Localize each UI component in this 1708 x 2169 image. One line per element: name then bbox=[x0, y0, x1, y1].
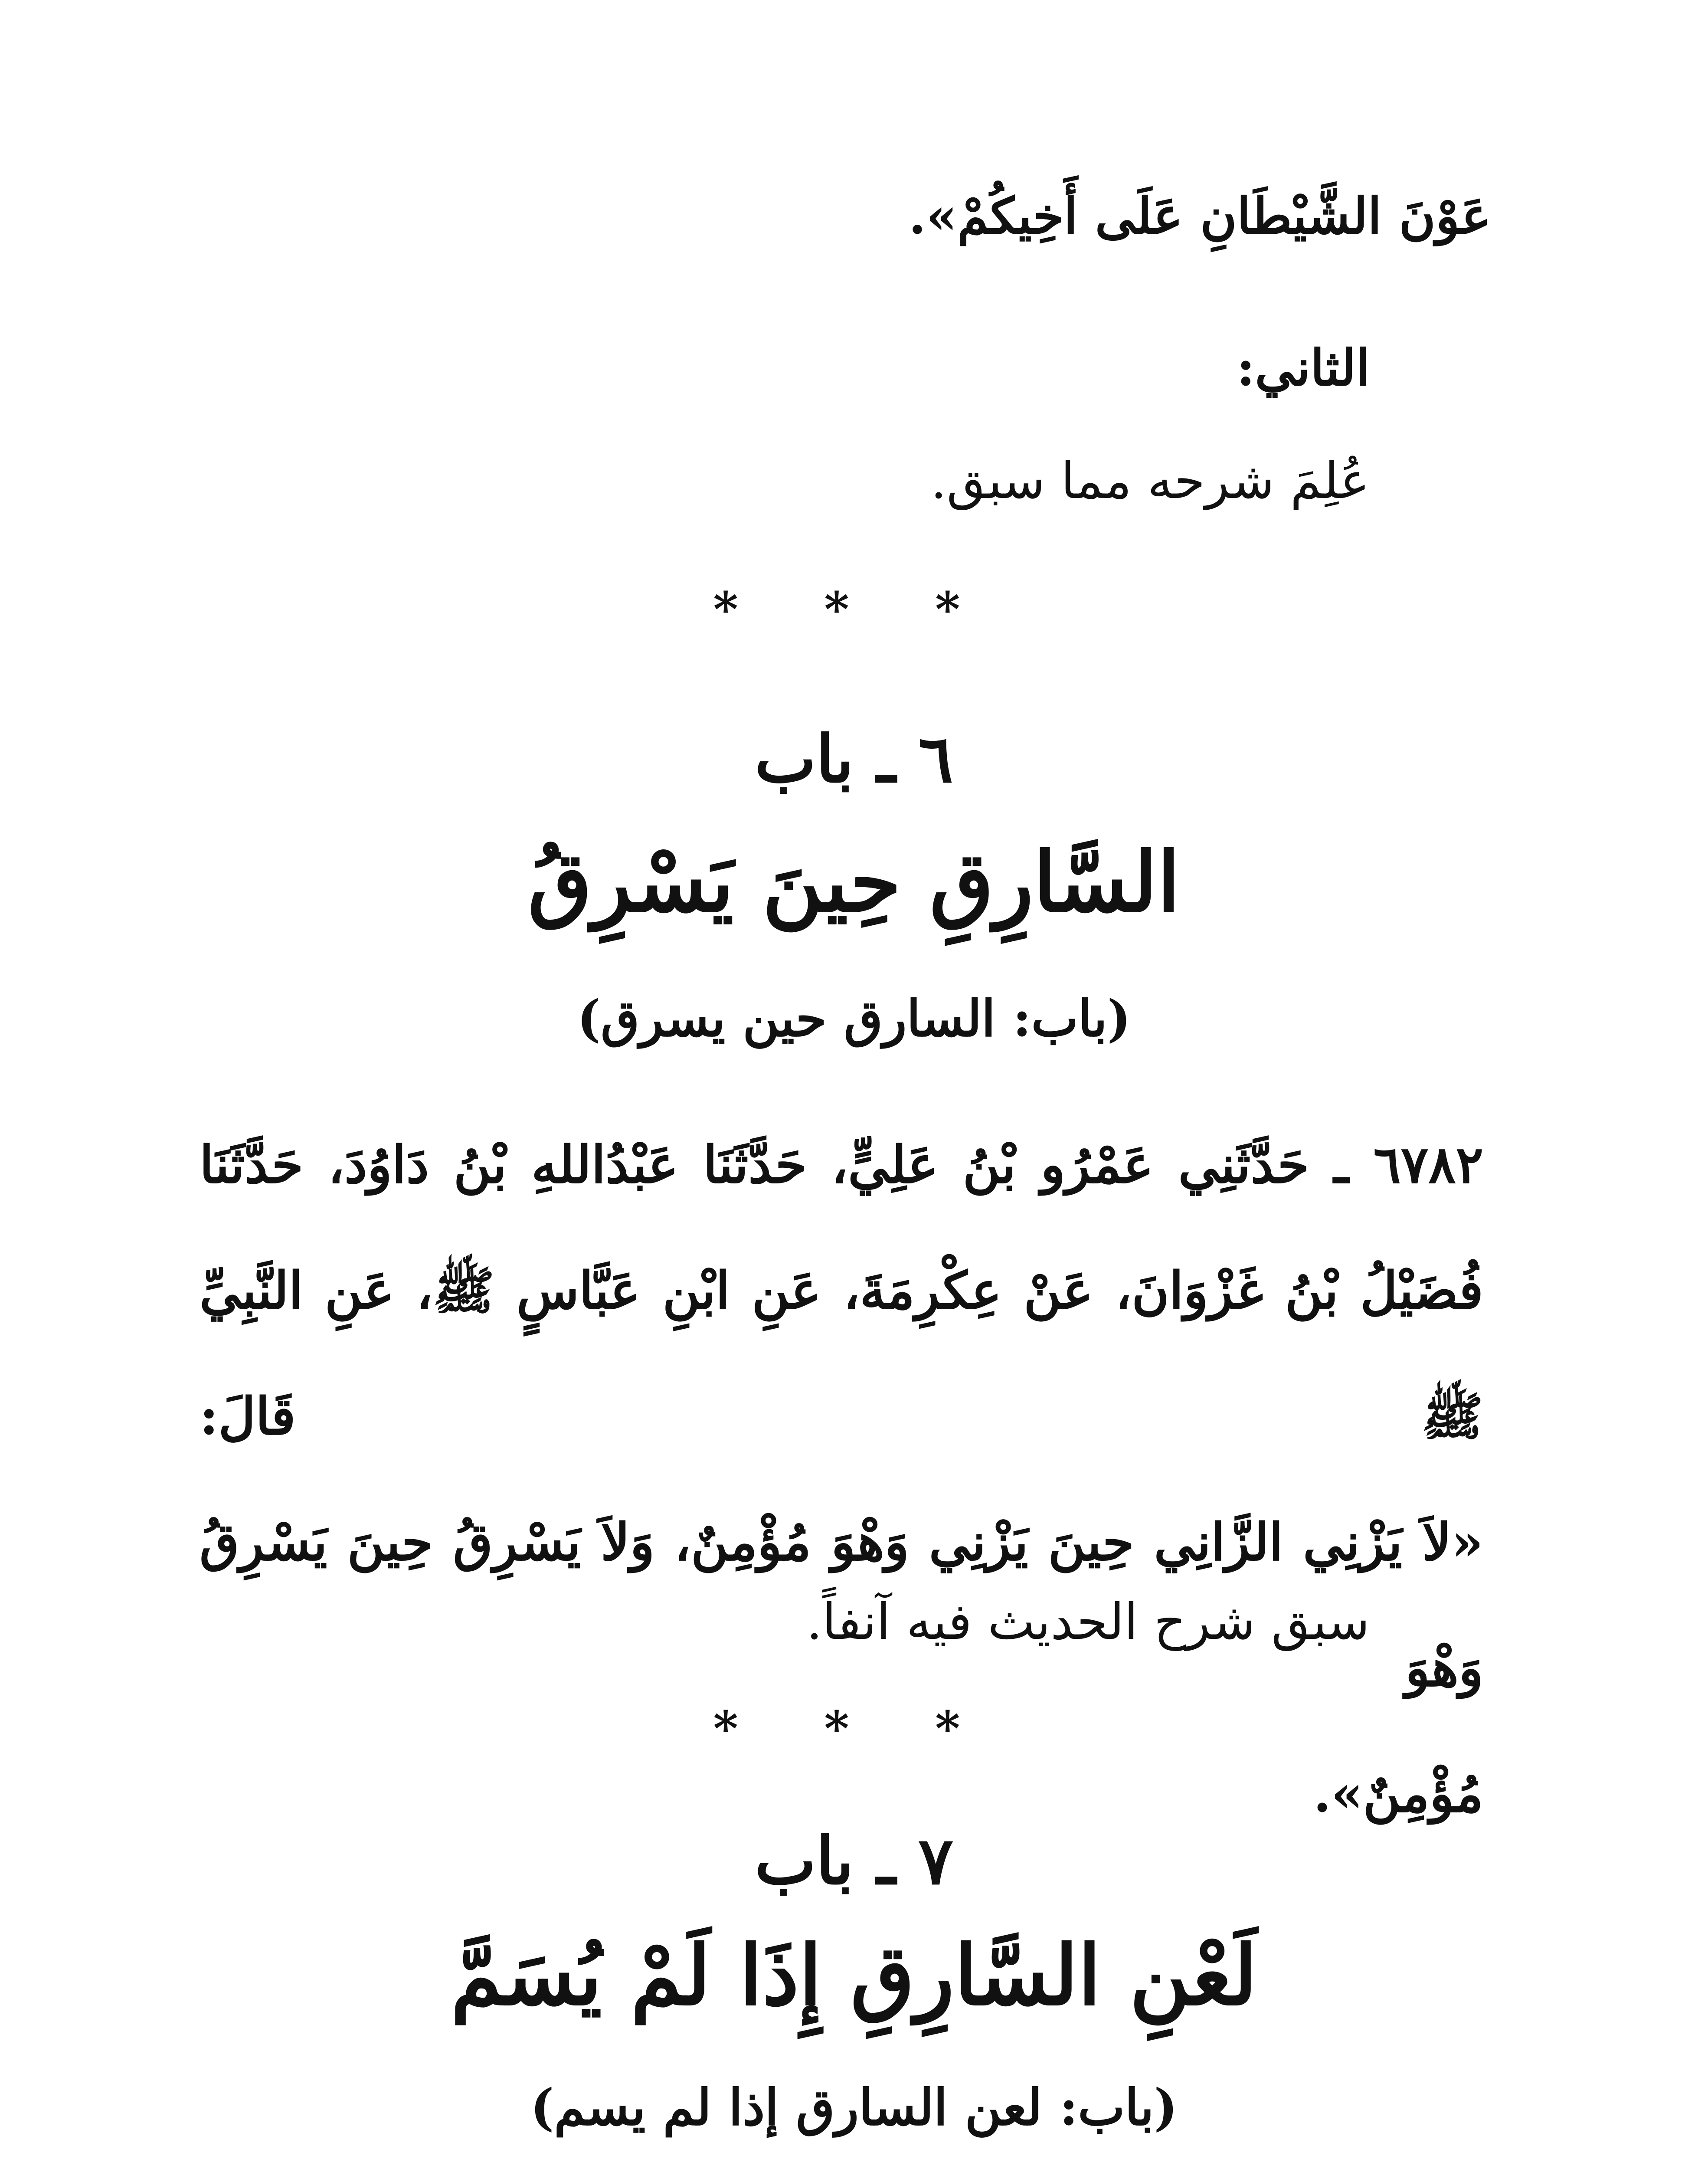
section-separator: * * * bbox=[713, 581, 995, 637]
chapter-title: لَعْنِ السَّارِقِ إِذَا لَمْ يُسَمَّ bbox=[451, 1927, 1257, 2024]
hadith-line: مُؤْمِنٌ». bbox=[1313, 1763, 1483, 1824]
hadith-line: «لاَ يَزْنِي الزَّانِي حِينَ يَزْنِي وَهْوَ مُؤْمِنٌ، وَلاَ يَسْرِقُ حِينَ يَسْرِقُ وَهْوَ bbox=[200, 1512, 1483, 1698]
chapter-number-heading: ٦ ـ باب bbox=[755, 721, 953, 797]
chapter-subtitle: (باب: السارق حين يسرق) bbox=[577, 989, 1131, 1048]
commentary-line: سبق شرح الحديث فيه آنفاً. bbox=[806, 1593, 1370, 1651]
explanation-note: عُلِمَ شرحه مما سبق. bbox=[930, 452, 1370, 510]
section-separator: * * * bbox=[713, 1700, 995, 1756]
hadith-line: فُضَيْلُ بْنُ غَزْوَانَ، عَنْ عِكْرِمَةَ، عَنِ ابْنِ عَبَّاسٍ ﷺ، عَنِ النَّبِيِّ ﷺ قَالَ: bbox=[200, 1260, 1483, 1446]
second-heading-label: الثاني: bbox=[1236, 339, 1370, 397]
chapter-title: السَّارِقِ حِينَ يَسْرِقُ bbox=[528, 834, 1180, 931]
hadith-line: ٦٧٨٢ ـ حَدَّثَنِي عَمْرُو بْنُ عَلِيٍّ، حَدَّثَنَا عَبْدُاللهِ بْنُ دَاوُدَ، حَدَّثَنَا bbox=[200, 1134, 1483, 1195]
continuation-line: عَوْنَ الشَّيْطَانِ عَلَى أَخِيكُمْ». bbox=[909, 187, 1491, 246]
chapter-number-heading: ٧ ـ باب bbox=[755, 1823, 953, 1899]
chapter-subtitle: (باب: لعن السارق إذا لم يسم) bbox=[530, 2078, 1178, 2137]
